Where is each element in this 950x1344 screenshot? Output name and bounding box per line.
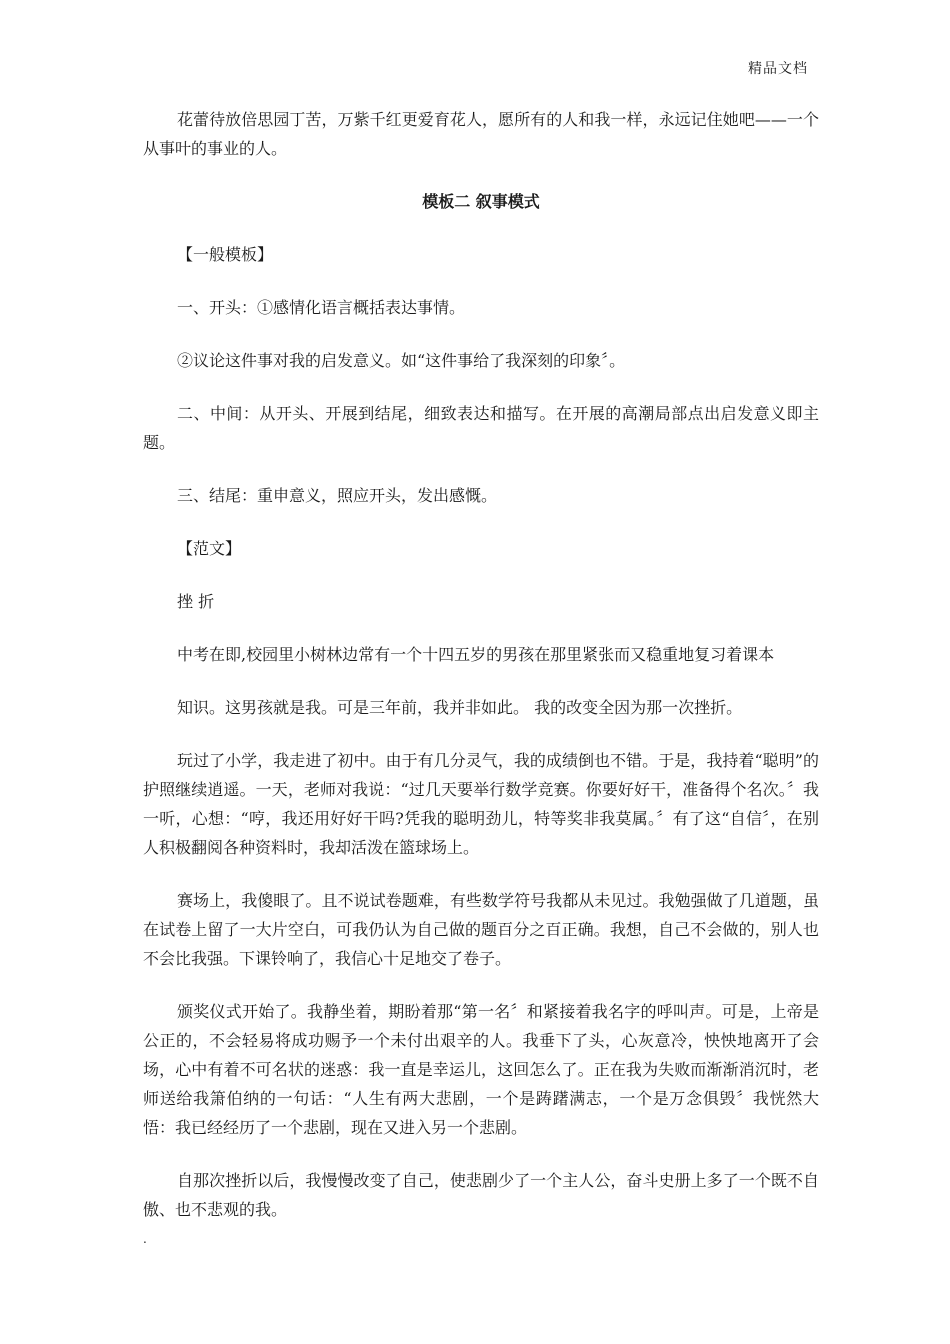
document-body bbox=[143, 105, 819, 1248]
paragraph-closing-previous: 花蕾待放倍思园丁苦，万紫千红更爱育花人，愿所有的人和我一样，永远记住她吧——一个从事叶的事业的人。 bbox=[143, 110, 819, 158]
header-mark: 精品文档 bbox=[748, 61, 808, 77]
section-title: 模板二 叙事模式 bbox=[422, 192, 540, 211]
essay-paragraph-5: 自那次挫折以后，我慢慢改变了自己，使悲剧少了一个主人公，奋斗史册上多了一个既不自傲、也不悲观的我。 bbox=[143, 1171, 819, 1219]
essay-paragraph-1b: 知识。这男孩就是我。可是三年前，我并非如此。 我的改变全因为那一次挫折。 bbox=[177, 698, 743, 717]
footer-dot: . bbox=[143, 1232, 147, 1246]
sample-heading: 【范文】 bbox=[177, 539, 242, 558]
essay-paragraph-1a: 中考在即,校园里小树林边常有一个十四五岁的男孩在那里紧张而又稳重地复习着课本 bbox=[177, 645, 775, 664]
essay-paragraph-2: 玩过了小学，我走进了初中。由于有几分灵气，我的成绩倒也不错。于是，我持着“聪明”的护照继续逍遥。一天，老师对我说：“过几天要举行数学竞赛。你要好好干，准备得个名次。〞我一听，心想：“哼，我还用好好干吗?凭我的聪明劲儿，特等奖非我莫属。〞有了这“自信〞，在别人积极翻阅各种资料时，我却活泼在篮球场上。 bbox=[143, 751, 819, 857]
opening-point-1: 一、开头：①感情化语言概括表达事情。 bbox=[177, 298, 466, 317]
ending-point: 三、结尾：重申意义，照应开头，发出感慨。 bbox=[177, 486, 498, 505]
opening-point-2: ②议论这件事对我的启发意义。如“这件事给了我深刻的印象〞。 bbox=[177, 351, 626, 370]
template-heading: 【一般模板】 bbox=[177, 245, 274, 264]
essay-paragraph-4: 颁奖仪式开始了。我静坐着，期盼着那“第一名〞和紧接着我名字的呼叫声。可是，上帝是公正的，不会轻易将成功赐予一个未付出艰辛的人。我垂下了头，心灰意冷，怏怏地离开了会场，心中有着不可名状的迷惑：我一直是幸运儿，这回怎么了。正在我为失败而渐渐消沉时，老师送给我箫伯纳的一句话：“人生有两大悲剧，一个是踌躇满志，一个是万念俱毁〞我恍然大悟：我已经经历了一个悲剧，现在又进入另一个悲剧。 bbox=[143, 1002, 819, 1137]
essay-title: 挫 折 bbox=[177, 592, 215, 611]
essay-paragraph-3: 赛场上，我傻眼了。且不说试卷题难，有些数学符号我都从未见过。我勉强做了几道题，虽在试卷上留了一大片空白，可我仍认为自己做的题百分之百正确。我想，自己不会做的，别人也不会比我强。下课铃响了，我信心十足地交了卷子。 bbox=[143, 891, 819, 968]
middle-point: 二、中间：从开头、开展到结尾，细致表达和描写。在开展的高潮局部点出启发意义即主题。 bbox=[143, 404, 819, 452]
